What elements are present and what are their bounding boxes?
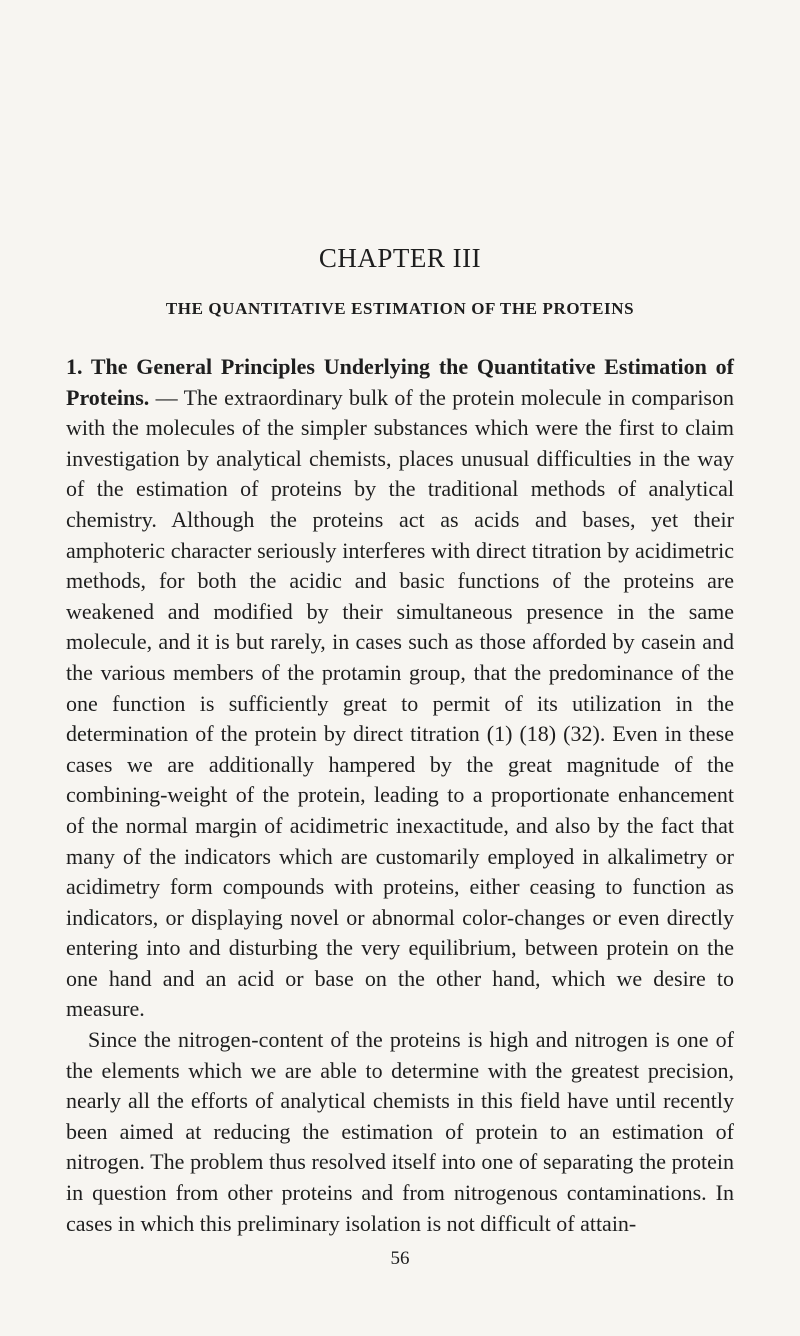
paragraph-1 (66, 352, 734, 1025)
paragraph-1-text: — The extraordinary bulk of the protein molecule in comparison with the molecules of the simpler substances which were the first to claim investigation by analytical chemists, places unusual difficulties in the way of the estimation of proteins by the traditional methods of analytical chemistry. Although the proteins act as acids and bases, yet their amphoteric character seriously interferes with direct titration by acidimetric methods, for both the acidic and basic functions of the proteins are weakened and modified by their simultaneous presence in the same molecule, and it is but rarely, in cases such as those afforded by casein and the various members of the protamin group, that the predominance of the one function is sufficiently great to permit of its utilization in the determination of the protein by direct titration (1) (18) (32). Even in these cases we are additionally hampered by the great magnitude of the combining-weight of the protein, leading to a proportionate enhancement of the normal margin of acidimetric inexactitude, and also by the fact that many of the indicators which are customarily employed in alkalimetry or acidimetry form compounds with proteins, either ceasing to function as indicators, or displaying novel or abnormal color-changes or even directly entering into and disturbing the very equilibrium, between protein on the one hand and an acid or base on the other hand, which we desire to measure. (66, 384, 734, 1022)
chapter-title: CHAPTER III (318, 243, 482, 273)
paragraph-2: Since the nitrogen-content of the proteins is high and nitrogen is one of the elements which we are able to determine with the greatest precision, nearly all the efforts of analytical chemists in this field have until recently been aimed at reducing the estimation of protein to an estimation of nitrogen. The problem thus resolved itself into one of separating the protein in question from other proteins and from nitrogenous contaminations. In cases in which this preliminary isolation is not difficult of attain- (66, 1027, 734, 1236)
body-text (66, 352, 734, 1239)
chapter-heading: THE QUANTITATIVE ESTIMATION OF THE PROTEINS (165, 299, 635, 318)
page-number: 56 (390, 1248, 410, 1269)
section-lead: 1. The General Principles Underlying the Quantitative Estimation of Proteins. (66, 354, 734, 410)
